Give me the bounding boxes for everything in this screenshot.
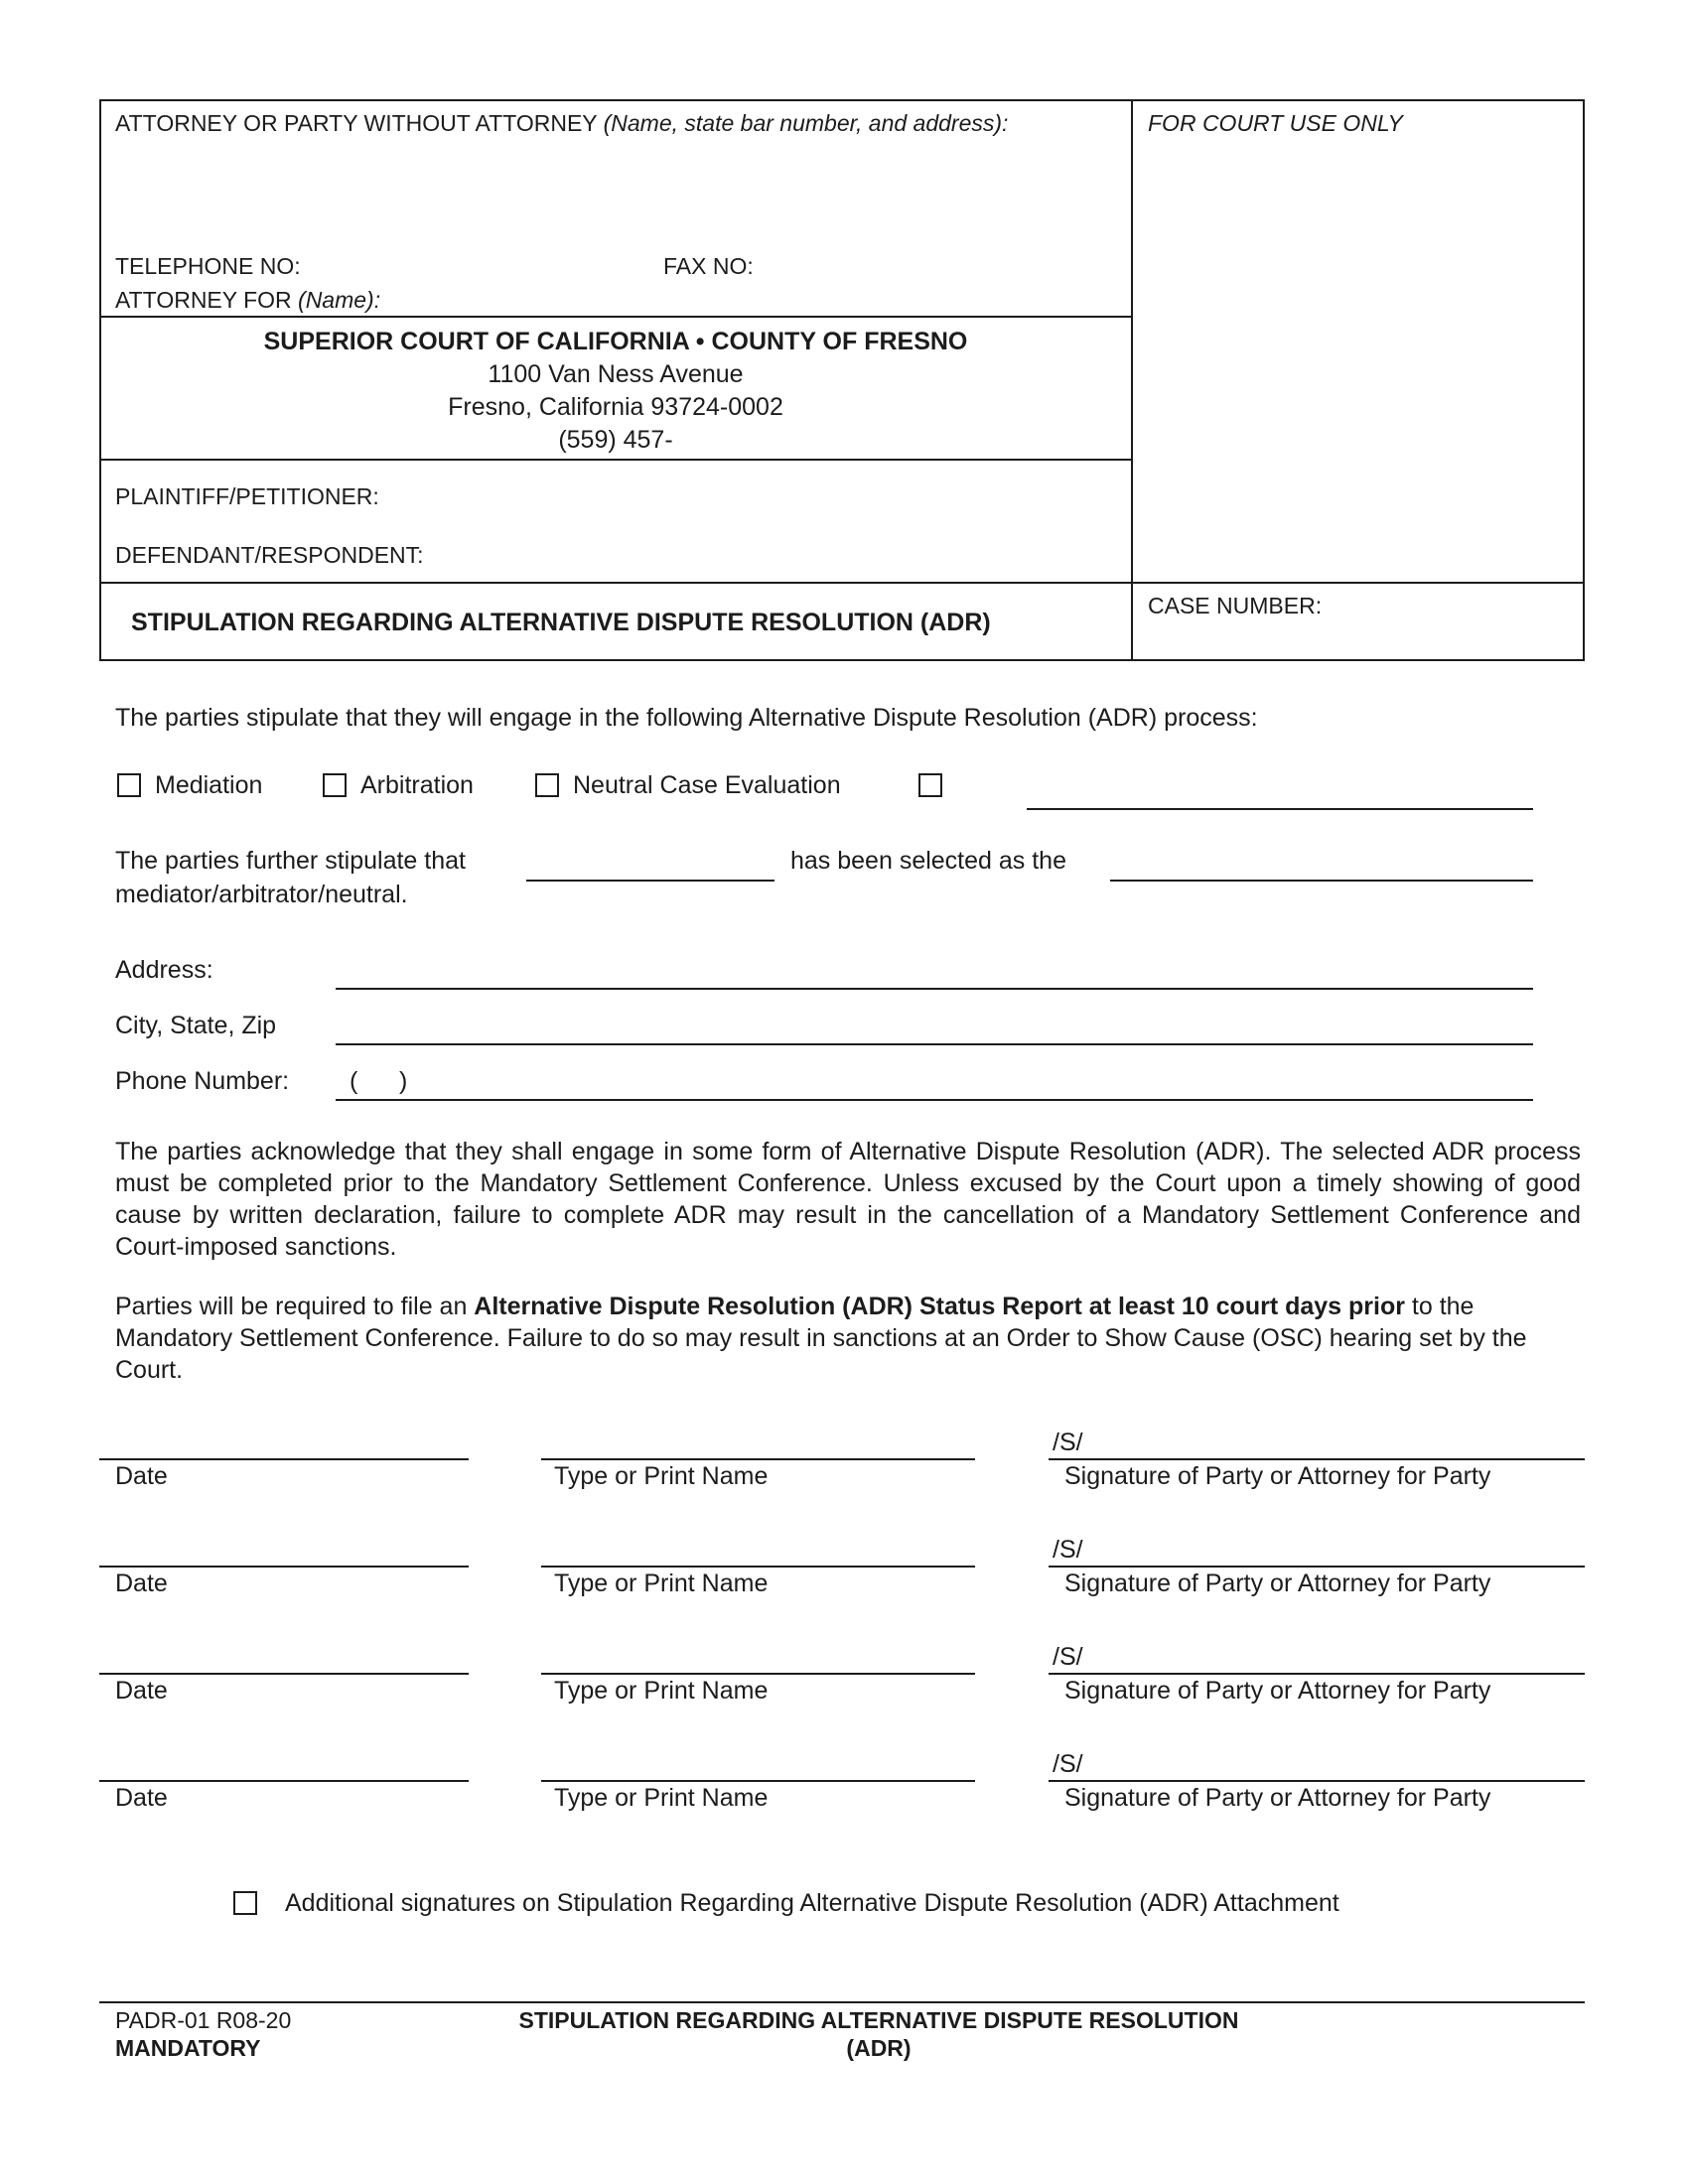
sig-prefix: /S/ (1053, 1750, 1083, 1778)
other-checkbox[interactable] (918, 773, 942, 797)
signature-line[interactable] (1049, 1673, 1585, 1675)
mandatory-label: MANDATORY (115, 2035, 261, 2061)
name-label: Type or Print Name (554, 1462, 769, 1490)
signature-line[interactable] (1049, 1780, 1585, 1782)
signature-label: Signature of Party or Attorney for Party (1064, 1784, 1491, 1812)
further-text-a: The parties further stipulate that (115, 847, 466, 875)
form-title: STIPULATION REGARDING ALTERNATIVE DISPUTE RESOLUTION (ADR) (131, 609, 991, 636)
neutral-name-field[interactable] (526, 880, 774, 882)
city-label: City, State, Zip (115, 1012, 277, 1039)
name-line[interactable] (541, 1458, 975, 1460)
case-number-label: CASE NUMBER: (1148, 593, 1323, 618)
court-phone: (559) 457- (558, 426, 673, 454)
role-field[interactable] (1110, 880, 1533, 882)
signature-label: Signature of Party or Attorney for Party (1064, 1677, 1491, 1705)
name-line[interactable] (541, 1780, 975, 1782)
neutral-evaluation-label: Neutral Case Evaluation (573, 771, 841, 799)
name-line[interactable] (541, 1566, 975, 1568)
signature-label: Signature of Party or Attorney for Party (1064, 1462, 1491, 1490)
further-text-c: mediator/arbitrator/neutral. (115, 881, 408, 908)
date-line[interactable] (99, 1673, 469, 1675)
arbitration-label: Arbitration (360, 771, 474, 799)
sig-prefix: /S/ (1053, 1536, 1083, 1564)
telephone-label: TELEPHONE NO: (115, 253, 301, 279)
footer-title (417, 2006, 1340, 2062)
acknowledge-paragraph: The parties acknowledge that they shall engage in some form of Alternative Dispute Resolution (ADR). The selected ADR process must be completed prior to the Mandatory Settlement Conference. Unless excused by the Court upon a timely showing of good cause by written declaration, failure to complete ADR may result in the cancellation of a Mandatory Settlement Conference and Court-imposed sanctions. (115, 1138, 1581, 1261)
date-line[interactable] (99, 1566, 469, 1568)
arbitration-checkbox[interactable] (323, 773, 347, 797)
fax-label: FAX NO: (663, 253, 754, 279)
sig-prefix: /S/ (1053, 1429, 1083, 1456)
address-field[interactable] (336, 988, 1533, 990)
name-line[interactable] (541, 1673, 975, 1675)
neutral-evaluation-checkbox[interactable] (535, 773, 559, 797)
address-label: Address: (115, 956, 213, 984)
defendant-label: DEFENDANT/RESPONDENT: (115, 542, 424, 568)
phone-area-code: ( ) (350, 1067, 408, 1095)
name-label: Type or Print Name (554, 1677, 769, 1705)
signature-line[interactable] (1049, 1458, 1585, 1460)
phone-field[interactable] (336, 1099, 1533, 1101)
court-city: Fresno, California 93724-0002 (448, 393, 783, 421)
mediation-checkbox[interactable] (117, 773, 141, 797)
footer-title-line2: (ADR) (846, 2035, 912, 2061)
further-text-b: has been selected as the (790, 847, 1066, 875)
date-line[interactable] (99, 1458, 469, 1460)
additional-signatures-checkbox[interactable] (233, 1891, 257, 1915)
date-line[interactable] (99, 1780, 469, 1782)
signature-label: Signature of Party or Attorney for Party (1064, 1570, 1491, 1597)
name-label: Type or Print Name (554, 1570, 769, 1597)
mediation-label: Mediation (155, 771, 263, 799)
name-label: Type or Print Name (554, 1784, 769, 1812)
date-label: Date (115, 1784, 168, 1812)
footer-rule (99, 2001, 1585, 2003)
court-street: 1100 Van Ness Avenue (488, 360, 744, 388)
court-name: SUPERIOR COURT OF CALIFORNIA • COUNTY OF FRESNO (263, 328, 968, 355)
date-label: Date (115, 1462, 168, 1490)
date-label: Date (115, 1570, 168, 1597)
plaintiff-label: PLAINTIFF/PETITIONER: (115, 483, 379, 509)
attorney-label: ATTORNEY OR PARTY WITHOUT ATTORNEY (Name, state bar number, and address): (115, 110, 1009, 136)
sig-prefix: /S/ (1053, 1643, 1083, 1671)
signature-line[interactable] (1049, 1566, 1585, 1568)
form-id: PADR-01 R08-20 (115, 2007, 292, 2033)
phone-label: Phone Number: (115, 1067, 290, 1095)
city-field[interactable] (336, 1043, 1533, 1045)
attorney-for-label: ATTORNEY FOR (Name): (115, 287, 381, 313)
additional-signatures-label: Additional signatures on Stipulation Regarding Alternative Dispute Resolution (ADR) Attachment (285, 1889, 1339, 1917)
other-process-field[interactable] (1027, 808, 1533, 810)
date-label: Date (115, 1677, 168, 1705)
court-address-block (101, 326, 1130, 457)
status-report-paragraph: Parties will be required to file an Alternative Dispute Resolution (ADR) Status Report at least 10 court days prior to the Mandatory Settlement Conference. Failure to do so may result in sanctions at an Order to Show Cause (OSC) hearing set by the Court. (115, 1293, 1527, 1384)
footer-title-line1: STIPULATION REGARDING ALTERNATIVE DISPUTE RESOLUTION (518, 2007, 1239, 2033)
court-use-label: FOR COURT USE ONLY (1148, 110, 1403, 136)
intro-text: The parties stipulate that they will engage in the following Alternative Dispute Resolution (ADR) process: (115, 704, 1258, 732)
